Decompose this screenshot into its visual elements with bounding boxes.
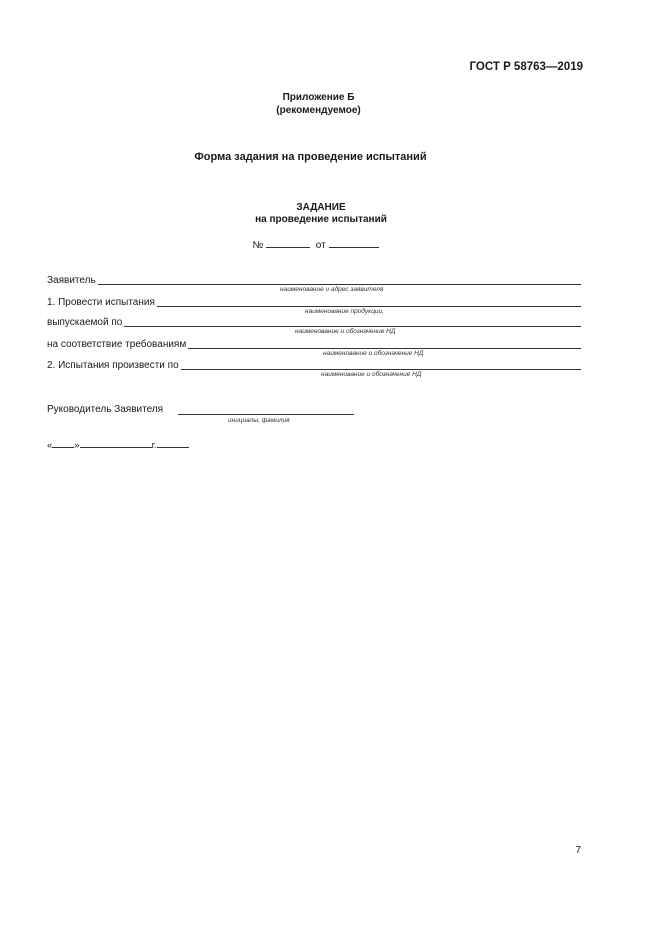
year-blank[interactable] xyxy=(157,438,189,448)
form-title: Форма задания на проведение испытаний xyxy=(194,151,427,163)
number-blank[interactable] xyxy=(266,238,310,248)
compliance-hint: наименование и обозначение НД xyxy=(323,350,424,357)
applicant-hint: наименование и адрес заявителя xyxy=(280,286,384,293)
tests-by-label: 2. Испытания произвести по xyxy=(47,360,179,371)
month-blank[interactable] xyxy=(80,438,152,448)
manufactured-by-row xyxy=(47,315,581,328)
date-line xyxy=(47,438,189,451)
appendix-subtitle: (рекомендуемое) xyxy=(276,105,361,116)
task-heading xyxy=(0,202,661,226)
appendix-title: Приложение Б xyxy=(282,92,355,103)
date-open-quote: « xyxy=(47,440,53,451)
tests-by-field[interactable] xyxy=(181,359,581,370)
tests-by-hint: наименование и обозначение НД xyxy=(321,371,422,378)
manufactured-by-label: выпускаемой по xyxy=(47,317,123,328)
from-label: от xyxy=(315,240,326,251)
date-close-quote: » xyxy=(74,440,80,451)
signature-hint: инициалы, фамилия xyxy=(228,417,290,424)
tests-by-row xyxy=(47,358,581,371)
manufactured-by-hint: наименование и обозначение НД xyxy=(295,328,396,335)
signature-field[interactable] xyxy=(178,414,354,415)
product-hint: наименование продукции, xyxy=(305,308,384,315)
conduct-tests-row xyxy=(47,295,581,308)
applicant-row xyxy=(47,273,581,286)
product-field[interactable] xyxy=(157,296,581,307)
compliance-row xyxy=(47,337,581,350)
conduct-tests-label: 1. Провести испытания xyxy=(47,297,155,308)
compliance-label: на соответствие требованиям xyxy=(47,339,187,350)
compliance-field[interactable] xyxy=(188,338,581,349)
applicant-label: Заявитель xyxy=(47,275,96,286)
number-prefix: № xyxy=(252,240,264,251)
day-blank[interactable] xyxy=(52,438,74,448)
task-title: ЗАДАНИЕ xyxy=(296,202,346,213)
date-blank[interactable] xyxy=(329,238,379,248)
task-subtitle: на проведение испытаний xyxy=(255,214,387,225)
standard-code: ГОСТ Р 58763—2019 xyxy=(469,61,583,73)
appendix-heading xyxy=(0,91,661,117)
signature-label: Руководитель Заявителя xyxy=(47,404,164,415)
page-number: 7 xyxy=(575,845,581,856)
manufactured-by-field[interactable] xyxy=(124,316,581,327)
year-suffix: г. xyxy=(151,440,157,451)
task-number-line xyxy=(0,238,661,251)
applicant-field[interactable] xyxy=(98,274,581,285)
